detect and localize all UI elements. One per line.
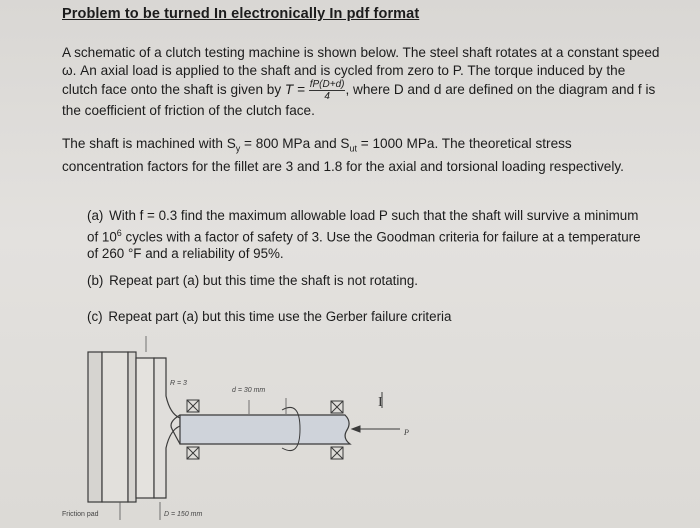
hub-flange xyxy=(154,358,180,498)
shaft xyxy=(171,415,350,444)
clutch-schematic-diagram xyxy=(0,330,700,528)
sy-subscript: y xyxy=(235,143,241,154)
question-b xyxy=(87,272,647,290)
question-c-label: (c) xyxy=(87,309,103,324)
torque-fraction-denominator: 4 xyxy=(324,91,330,102)
cycles-exponent: 6 xyxy=(116,227,122,238)
sut-subscript: ut xyxy=(349,143,357,154)
para1-text-a: A schematic of a clutch testing machine is shown below. The steel shaft rotates at a constant speed xyxy=(62,45,660,60)
i-symbol-label: I xyxy=(378,395,383,410)
torque-fraction-numerator: fP(D+d) xyxy=(309,79,345,90)
small-diameter-label: d = 30 mm xyxy=(232,387,266,394)
omega-symbol: ω xyxy=(62,62,73,78)
para2-text-a: The shaft is machined with S xyxy=(62,136,236,151)
question-b-text: Repeat part (a) but this time the shaft is not rotating. xyxy=(109,273,418,288)
friction-pad-block xyxy=(88,352,154,502)
question-b-label: (b) xyxy=(87,273,104,288)
friction-pad-label: Friction pad xyxy=(62,511,99,518)
torque-equation-lhs: T = xyxy=(284,82,305,98)
question-a-text-1: With f = 0.3 find the maximum allowable load P such that the shaft will survive a minimum of 10 xyxy=(87,208,639,244)
material-properties-paragraph xyxy=(62,135,652,176)
para1-text-c: , where D and d are defined on the diagram and f is the coefficient of friction of the clutch face. xyxy=(62,82,656,118)
torque-fraction xyxy=(309,79,346,102)
large-diameter-label: D = 150 mm xyxy=(164,511,203,518)
para1-text-b: . An axial load is applied to the shaft and is cycled from zero to P. The torque induced by the clutch face onto the shaft is given by xyxy=(62,62,626,98)
question-a xyxy=(87,207,647,263)
axial-load-arrow xyxy=(352,426,409,437)
question-c xyxy=(87,308,647,326)
para2-text-b: = 800 MPa and S xyxy=(240,136,350,151)
fillet-radius-label: R = 3 xyxy=(170,380,187,387)
torque-equation xyxy=(284,79,346,102)
question-c-text: Repeat part (a) but this time use the Gerber failure criteria xyxy=(108,309,452,324)
problem-statement-paragraph xyxy=(62,44,662,120)
question-a-label: (a) xyxy=(87,208,104,223)
para2-text-c: = 1000 MPa. The theoretical stress concentration factors for the fillet are 3 and 1.8 for the axial and torsional loading respectively. xyxy=(62,136,624,175)
question-a-text-2: cycles with a factor of safety of 3. Use the Goodman criteria for failure at a temperature of 260 °F and a reliability of 95%. xyxy=(87,228,641,262)
page-title: Problem to be turned In electronically In pdf format xyxy=(62,6,420,22)
load-label: P xyxy=(404,428,409,437)
